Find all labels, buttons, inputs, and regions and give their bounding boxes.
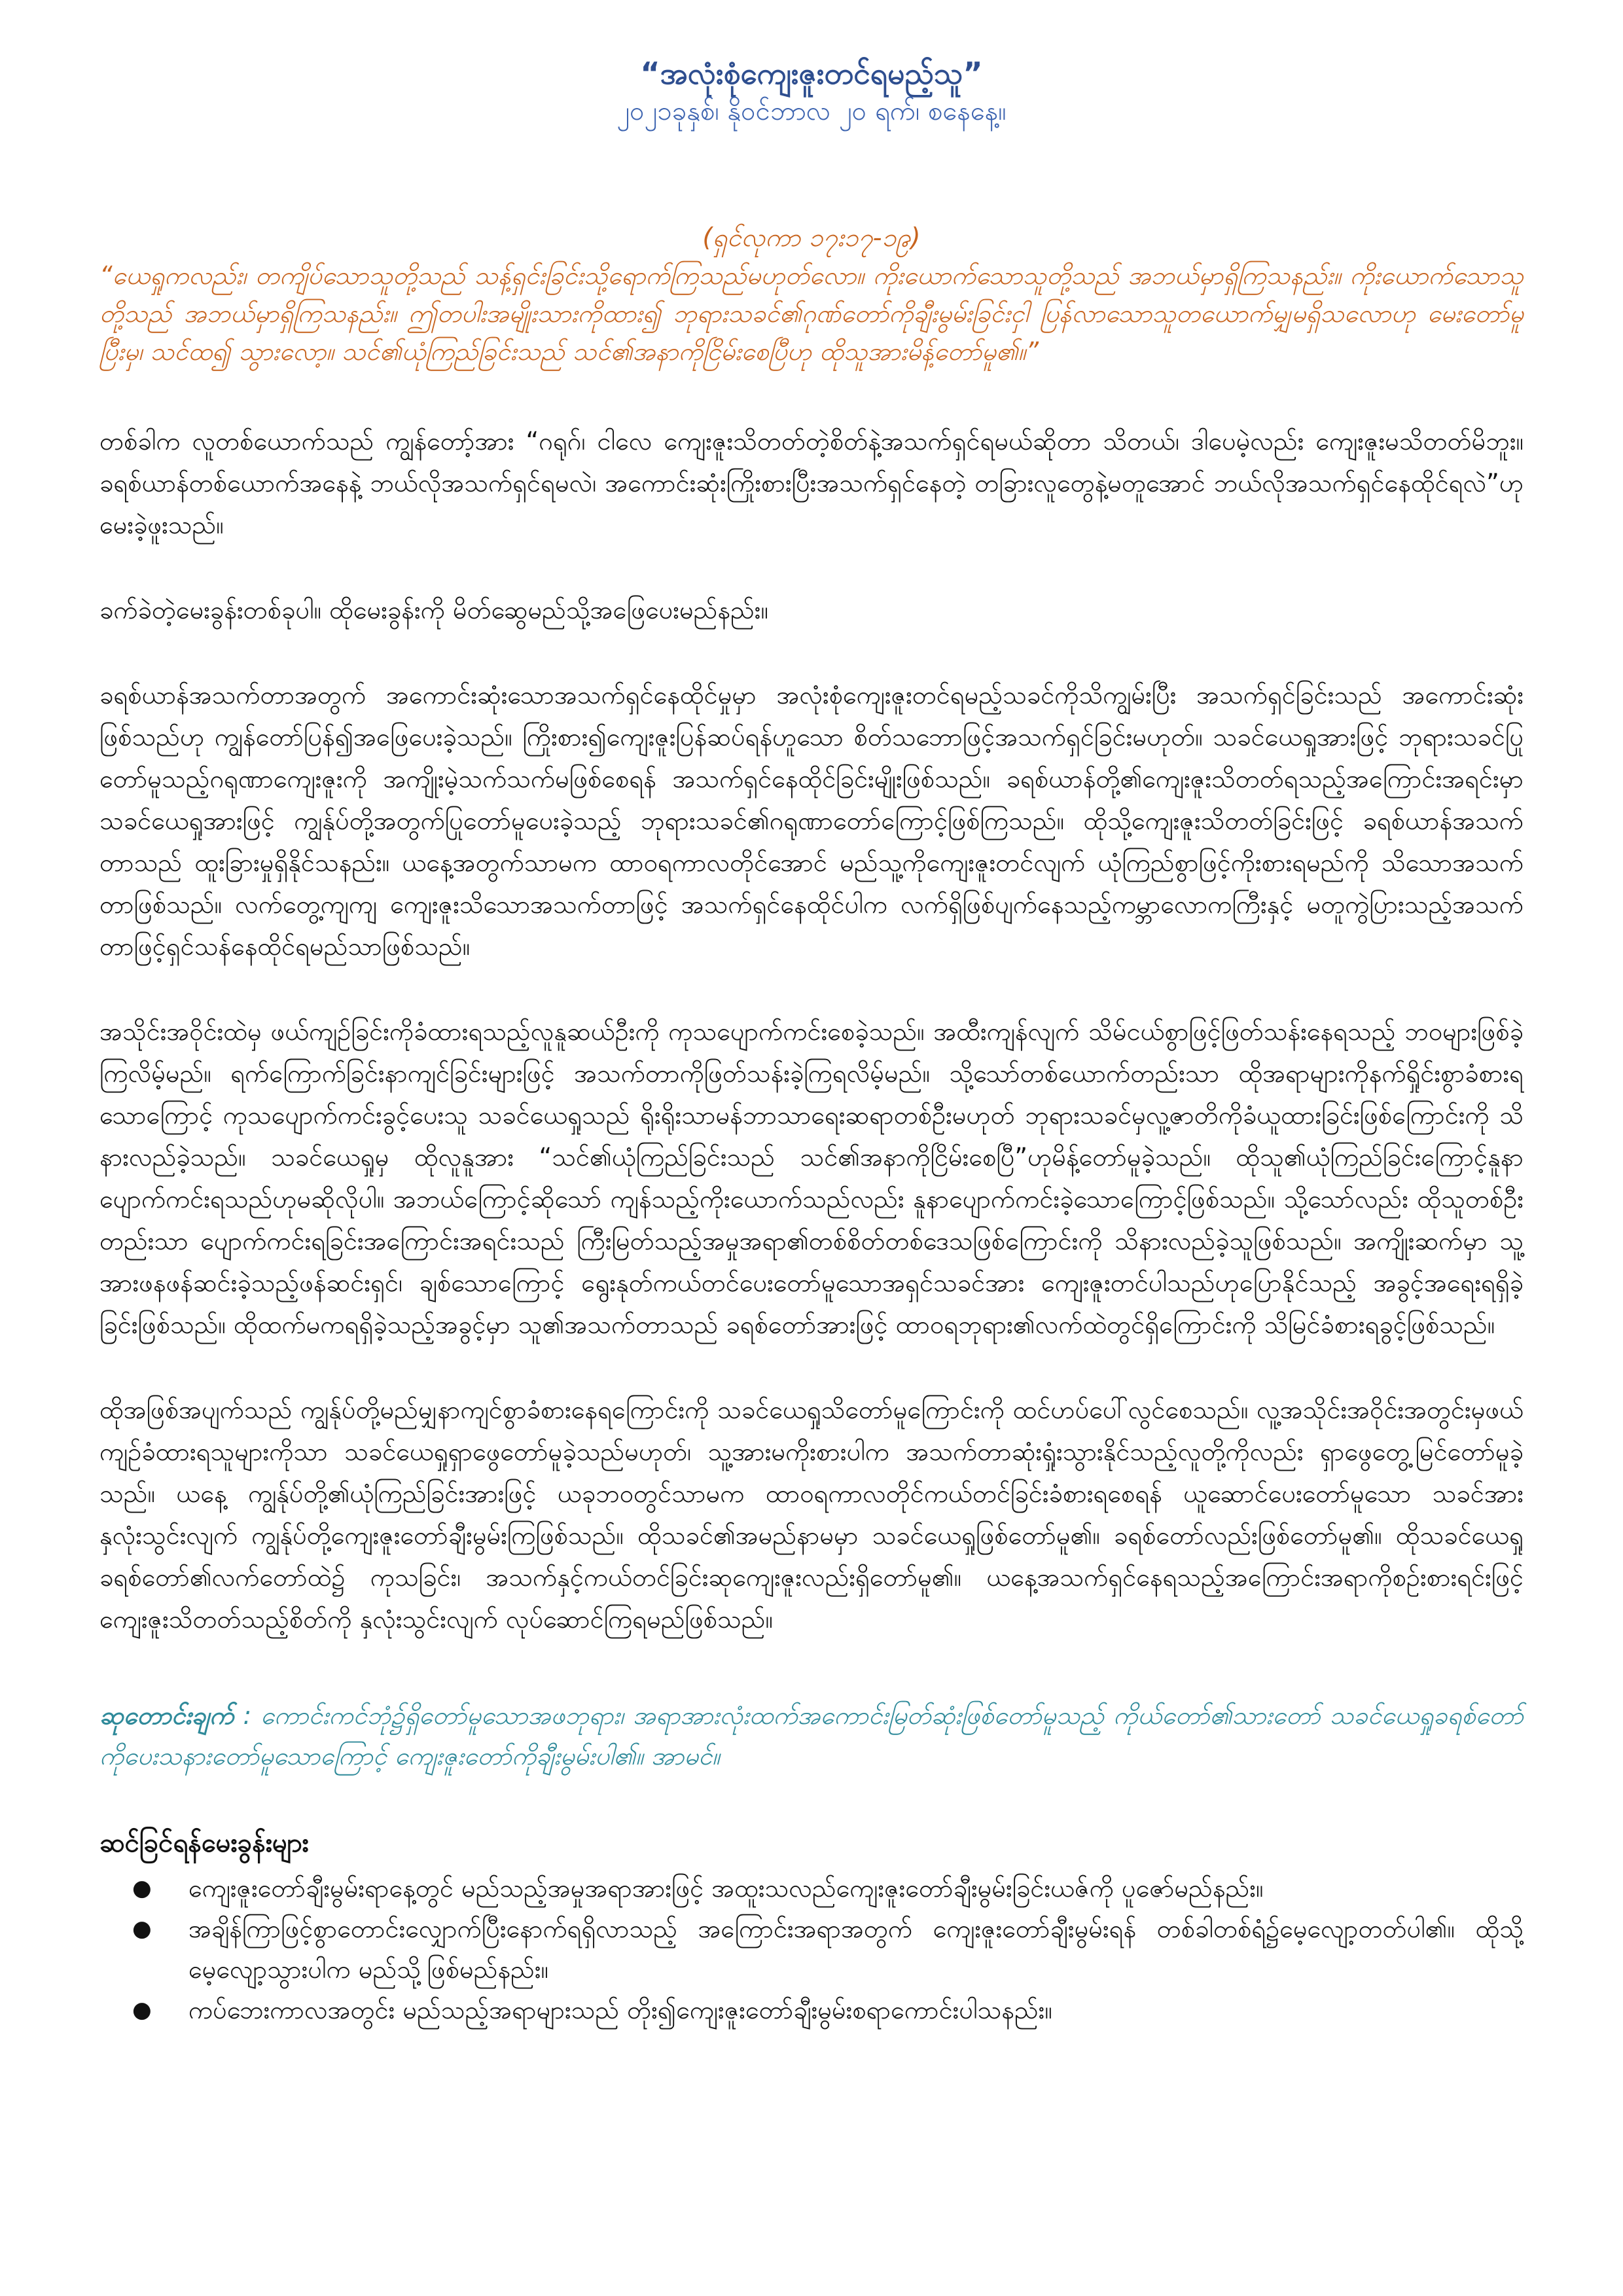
devotional-page (99, 54, 1524, 2030)
dateline: ၂၀၂၁ခုနှစ်၊ နိုဝင်ဘာလ ၂၀ ရက်၊ စနေနေ့။ (616, 96, 1007, 126)
page-title: “အလုံးစုံကျေးဇူးတင်ရမည့်သူ” (640, 56, 983, 91)
question-text: အချိန်ကြာဖြင့်စွာတောင်းလျှောက်ပြီးနောက်ရရှိလာသည့် အကြောင်းအရာအတွက် ကျေးဇူးတော်ချီးမွမ်းရန် တစ်ခါတစ်ရံ၌မေ့လျော့တတ်ပါ၏။ ထိုသို့မေ့လျော့သွားပါက မည်သို့ဖြစ်မည်နည်း။ (188, 1914, 1524, 1984)
question-text: ကျေးဇူးတော်ချီးမွမ်းရာနေ့တွင် မည်သည့်အမှုအရာအားဖြင့် အထူးသလည်ကျေးဇူးတော်ချီးမွမ်းခြင်းယဇ်ကို ပူဇော်မည်နည်း။ (188, 1874, 1264, 1903)
bullet-icon: ● (132, 1916, 152, 1942)
bullet-icon: ● (132, 1875, 152, 1901)
list-item (132, 1868, 1524, 1909)
prayer-text: : ကောင်းကင်ဘုံ၌ရှိတော်မူသောအဖဘုရား၊ အရာအားလုံးထက်အကောင်းမြတ်ဆုံးဖြစ်တော်မူသည့် ကိုယ်တော်၏သားတော် သခင်ယေရှုခရစ်တော်ကိုပေးသနားတော်မူသောကြောင့် ကျေးဇူးတော်ကိုချီးမွမ်းပါ၏။ အာမင်။ (99, 1701, 1524, 1770)
paragraph-5: ထိုအဖြစ်အပျက်သည် ကျွန်ုပ်တို့မည်မျှနာကျင်စွာခံစားနေရကြောင်းကို သခင်ယေရှုသိတော်မူကြောင်းကို ထင်ဟပ်ပေါ်လွင်စေသည်။ လူ့အသိုင်းအဝိုင်းအတွင်းမှဖယ်ကျဉ်ခံထားရသူများကိုသာ သခင်ယေရှုရှာဖွေတော်မူခဲ့သည်မဟုတ်၊ သူ့အားမကိုးစားပါက အသက်တာဆုံးရှုံးသွားနိုင်သည့်လူတို့ကိုလည်း ရှာဖွေတွေ့မြင်တော်မူခဲ့သည်။ ယနေ့ ကျွန်ုပ်တို့၏ယုံကြည်ခြင်းအားဖြင့် ယခုဘဝတွင်သာမက ထာဝရကာလတိုင်ကယ်တင်ခြင်းခံစားရစေရန် ယူဆောင်ပေးတော်မူသော သခင်အားနှလုံးသွင်းလျက် ကျွန်ုပ်တို့ကျေးဇူးတော်ချီးမွမ်းကြဖြစ်သည်။ ထိုသခင်၏အမည်နာမမှာ သခင်ယေရှုဖြစ်တော်မူ၏။ ခရစ်တော်လည်းဖြစ်တော်မူ၏။ ထိုသခင်ယေရှုခရစ်တော်၏လက်တော်ထဲ၌ ကုသခြင်း၊ အသက်နှင့်ကယ်တင်ခြင်းဆုကျေးဇူးလည်းရှိတော်မူ၏။ ယနေ့အသက်ရှင်နေရသည့်အကြောင်းအရာကိုစဉ်းစားရင်းဖြင့် ကျေးဇူးသိတတ်သည့်စိတ်ကို နှလုံးသွင်းလျက် လုပ်ဆောင်ကြရမည်ဖြစ်သည်။ (99, 1395, 1524, 1634)
question-text: ကပ်ဘေးကာလအတွင်း မည်သည့်အရာများသည် တိုး၍ကျေးဇူးတော်ချီးမွမ်းစရာကောင်းပါသနည်း။ (188, 1996, 1052, 2024)
scripture-reference: (ရှင်လုကာ ၁၇း၁၇-၁၉) (702, 223, 921, 253)
prayer-block (99, 1695, 1524, 1776)
paragraph-3: ခရစ်ယာန်အသက်တာအတွက် အကောင်းဆုံးသောအသက်ရှင်နေထိုင်မှုမှာ အလုံးစုံကျေးဇူးတင်ရမည့်သခင်ကိုသိကျွမ်းပြီး အသက်ရှင်ခြင်းသည် အကောင်းဆုံးဖြစ်သည်ဟု ကျွန်တော်ပြန်၍အဖြေပေးခဲ့သည်။ ကြိုးစား၍ကျေးဇူးပြန်ဆပ်ရန်ဟူသော စိတ်သဘောဖြင့်အသက်ရှင်ခြင်းမဟုတ်။ သခင်ယေရှုအားဖြင့် ဘုရားသခင်ပြုတော်မူသည့်ဂရုဏာကျေးဇူးကို အကျိုးမဲ့သက်သက်မဖြစ်စေရန် အသက်ရှင်နေထိုင်ခြင်းမျိုးဖြစ်သည်။ ခရစ်ယာန်တို့၏ကျေးဇူးသိတတ်ရသည့်အကြောင်းအရင်းမှာ သခင်ယေရှုအားဖြင့် ကျွန်ုပ်တို့အတွက်ပြုတော်မူပေးခဲ့သည့် ဘုရားသခင်၏ဂရုဏာတော်ကြောင့်ဖြစ်ကြသည်။ ထိုသို့ကျေးဇူးသိတတ်ခြင်းဖြင့် ခရစ်ယာန်အသက်တာသည် ထူးခြားမှုရှိနိုင်သနည်း။ ယနေ့အတွက်သာမက ထာဝရကာလတိုင်အောင် မည်သူ့ကိုကျေးဇူးတင်လျက် ယုံကြည်စွာဖြင့်ကိုးစားရမည်ကို သိသောအသက်တာဖြစ်သည်။ လက်တွေ့ကျကျ ကျေးဇူးသိသောအသက်တာဖြင့် အသက်ရှင်နေထိုင်ပါက လက်ရှိဖြစ်ပျက်နေသည့်ကမ္ဘာလောကကြီးနှင့် မတူကွဲပြားသည့်အသက်တာဖြင့်ရှင်သန်နေထိုင်ရမည်သာဖြစ်သည်။ (99, 681, 1524, 961)
paragraph-1: တစ်ခါက လူတစ်ယောက်သည် ကျွန်တော့်အား “ဂရုဂ်၊ ငါလေ ကျေးဇူးသိတတ်တဲ့စိတ်နဲ့အသက်ရှင်ရမယ်ဆိုတာ သိတယ်၊ ဒါပေမဲ့လည်း ကျေးဇူးမသိတတ်မိဘူး။ ခရစ်ယာန်တစ်ယောက်အနေနဲ့ ဘယ်လိုအသက်ရှင်ရမလဲ၊ အကောင်းဆုံးကြိုးစားပြီးအသက်ရှင်နေတဲ့ တခြားလူတွေနဲ့မတူအောင် ဘယ်လိုအသက်ရှင်နေထိုင်ရလဲ”ဟုမေးခဲ့ဖူးသည်။ (99, 427, 1524, 539)
list-item (132, 1909, 1524, 1990)
paragraph-4: အသိုင်းအဝိုင်းထဲမှ ဖယ်ကျဉ်ခြင်းကိုခံထားရသည့်လူနူဆယ်ဦးကို ကုသပျောက်ကင်းစေခဲ့သည်။ အထီးကျန်လျက် သိမ်ငယ်စွာဖြင့်ဖြတ်သန်းနေရသည့် ဘဝများဖြစ်ခဲ့ကြလိမ့်မည်။ ရက်ကြောက်ခြင်းနာကျင်ခြင်းများဖြင့် အသက်တာကိုဖြတ်သန်းခဲ့ကြရလိမ့်မည်။ သို့သော်တစ်ယောက်တည်းသာ ထိုအရာများကိုနက်ရှိုင်းစွာခံစားရသောကြောင့် ကုသပျောက်ကင်းခွင့်ပေးသူ သခင်ယေရှုသည် ရိုးရိုးသာမန်ဘာသာရေးဆရာတစ်ဦးမဟုတ် ဘုရားသခင်မှလူ့ဇာတိကိုခံယူထားခြင်းဖြစ်ကြောင်းကို သိနားလည်ခဲ့သည်။ သခင်ယေရှုမှ ထိုလူနူအား “သင်၏ယုံကြည်ခြင်းသည် သင်၏အနာကိုငြိမ်းစေပြီ”ဟုမိန့်တော်မူခဲ့သည်။ ထိုသူ၏ယုံကြည်ခြင်းကြောင့်နူနာပျောက်ကင်းရသည်ဟုမဆိုလိုပါ။ အဘယ်ကြောင့်ဆိုသော် ကျန်သည့်ကိုးယောက်သည်လည်း နူနာပျောက်ကင်းခဲ့သောကြောင့်ဖြစ်သည်။ သို့သော်လည်း ထိုသူတစ်ဦးတည်းသာ ပျောက်ကင်းရခြင်းအကြောင်းအရင်းသည် ကြီးမြတ်သည့်အမှုအရာ၏တစ်စိတ်တစ်ဒေသဖြစ်ကြောင်းကို သိနားလည်ခဲ့သူဖြစ်သည်။ အကျိုးဆက်မှာ သူ့အားဖနဖန်ဆင်းခဲ့သည့်ဖန်ဆင်းရှင်၊ ချစ်သောကြောင့် ရွေးနုတ်ကယ်တင်ပေးတော်မူသောအရှင်သခင်အား ကျေးဇူးတင်ပါသည်ဟုပြောနိုင်သည့် အခွင့်အရေးရရှိခဲ့ခြင်းဖြစ်သည်။ ထိုထက်မကရရှိခဲ့သည့်အခွင့်မှာ သူ၏အသက်တာသည် ခရစ်တော်အားဖြင့် ထာဝရဘုရား၏လက်ထဲတွင်ရှိကြောင်းကို သိမြင်ခံစားရခွင့်ဖြစ်သည်။ (99, 1017, 1524, 1339)
bullet-icon: ● (132, 1997, 152, 2023)
questions-heading: ဆင်ခြင်ရန်မေးခွန်းများ (99, 1828, 309, 1858)
list-item (132, 1990, 1524, 2030)
prayer-label: ဆုတောင်းချက် (99, 1701, 234, 1730)
questions-list (99, 1868, 1524, 2030)
scripture-text: “ယေရှုကလည်း၊ တကျိပ်သောသူတို့သည် သန့်ရှင်းခြင်းသို့ရောက်ကြသည်မဟုတ်လော။ ကိုးယောက်သောသူတို့သည် အဘယ်မှာရှိကြသနည်း။ ကိုးယောက်သောသူတို့သည် အဘယ်မှာရှိကြသနည်း။ ဤတပါးအမျိုးသားကိုထား၍ ဘုရားသခင်၏ဂုဏ်တော်ကိုချီးမွမ်းခြင်းငှါ ပြန်လာသောသူတယောက်မျှမရှိသလောဟု မေးတော်မူပြီးမှ၊ သင်ထ၍ သွားလော့။ သင်၏ယုံကြည်ခြင်းသည် သင်၏အနာကိုငြိမ်းစေပြီဟု ထိုသူအားမိန့်တော်မူ၏။” (99, 261, 1524, 366)
paragraph-2: ခက်ခဲတဲ့မေးခွန်းတစ်ခုပါ။ ထိုမေးခွန်းကို မိတ်ဆွေမည်သို့အဖြေပေးမည်နည်း။ (99, 596, 768, 624)
